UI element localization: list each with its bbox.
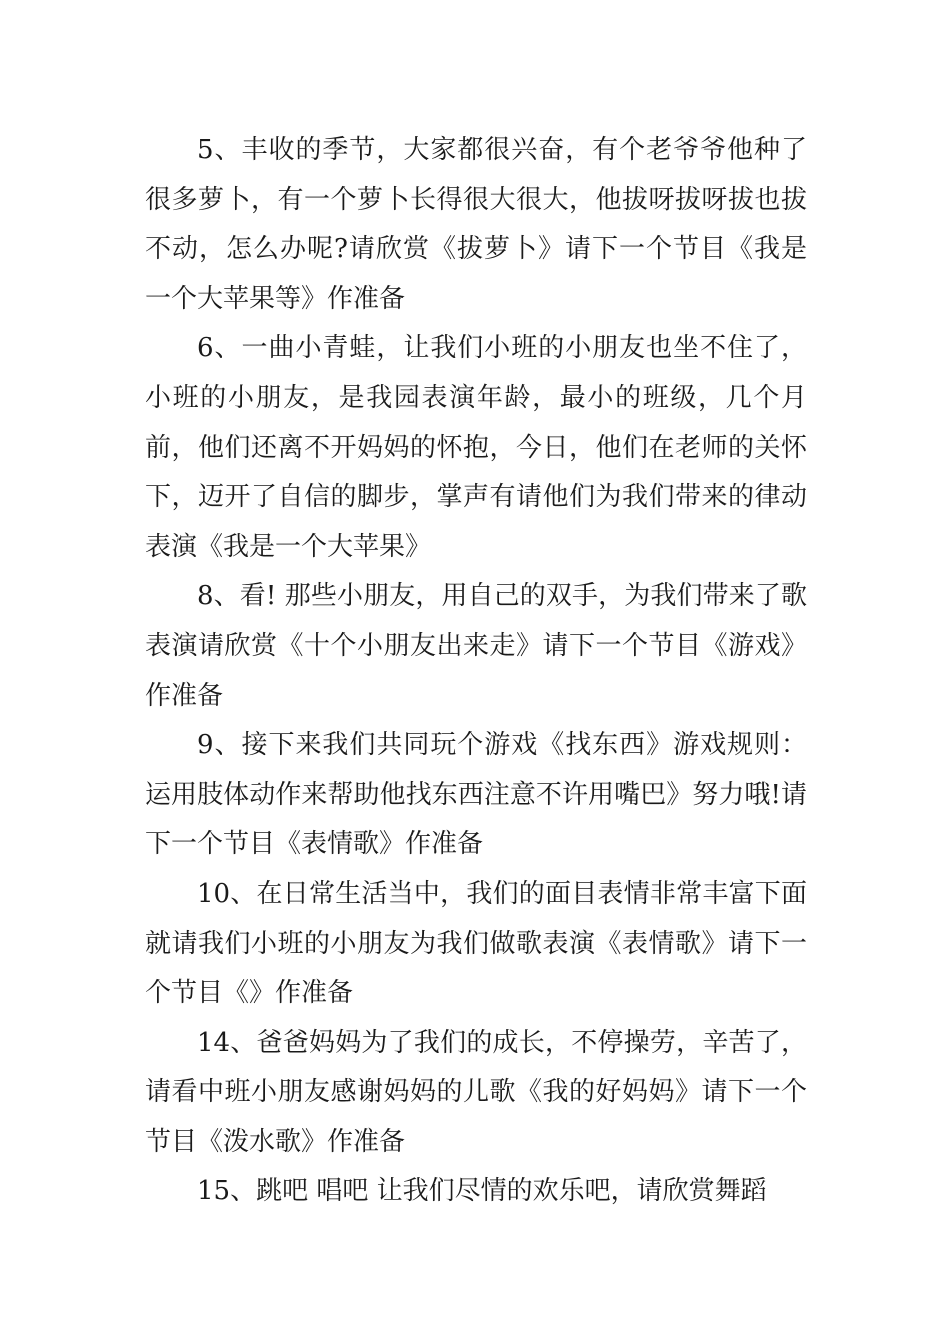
paragraph-10: 10、在日常生活当中，我们的面目表情非常丰富下面就请我们小班的小朋友为我们做歌表演《表情歌》请下一个节目《》作准备 [145,878,807,1009]
paragraph-6: 6、一曲小青蛙，让我们小班的小朋友也坐不住了，小班的小朋友，是我园表演年龄，最小的班级，几个月前，他们还离不开妈妈的怀抱，今日，他们在老师的关怀下，迈开了自信的脚步，掌声有请他们为我们带来的律动表演《我是一个大苹果》 [145,333,807,562]
paragraph-8: 8、看! 那些小朋友，用自己的双手，为我们带来了歌表演请欣赏《十个小朋友出来走》请下一个节目《游戏》作准备 [145,581,807,711]
paragraph-14: 14、爸爸妈妈为了我们的成长，不停操劳，辛苦了，请看中班小朋友感谢妈妈的儿歌《我的好妈妈》请下一个节目《泼水歌》作准备 [145,1027,807,1157]
document-body [145,126,807,1217]
paragraph-15: 15、跳吧 唱吧 让我们尽情的欢乐吧，请欣赏舞蹈 [197,1176,767,1207]
paragraph-5: 5、丰收的季节，大家都很兴奋，有个老爷爷他种了很多萝卜，有一个萝卜长得很大很大，他拔呀拔呀拔也拔不动，怎么办呢?请欣赏《拔萝卜》请下一个节目《我是一个大苹果等》作准备 [145,135,807,314]
paragraph-9: 9、接下来我们共同玩个游戏《找东西》游戏规则：运用肢体动作来帮助他找东西注意不许用嘴巴》努力哦!请下一个节目《表情歌》作准备 [145,730,807,860]
